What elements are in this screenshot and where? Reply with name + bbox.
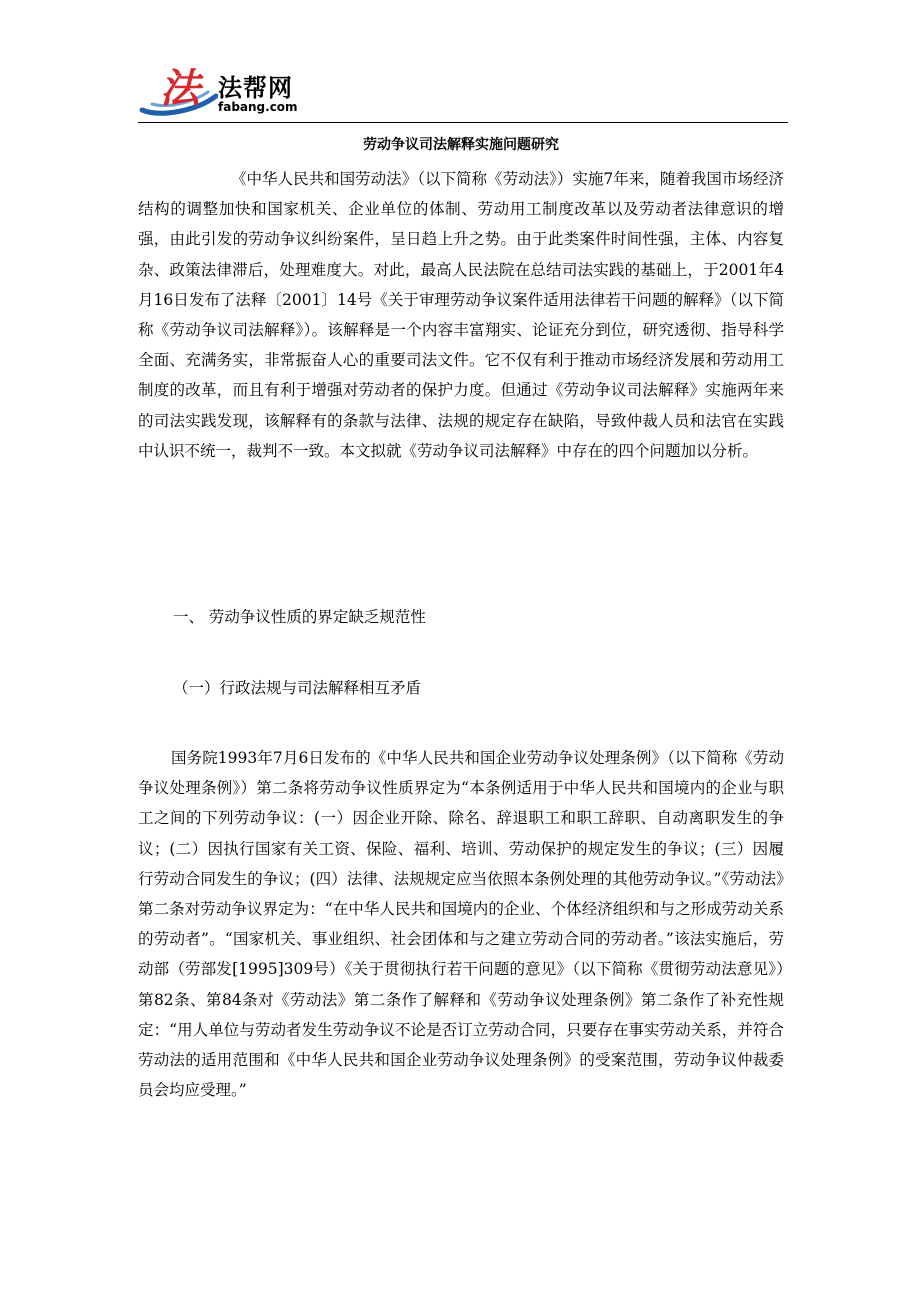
logo-glyph: 法	[160, 65, 200, 112]
body-paragraph: 国务院1993年7月6日发布的《中华人民共和国企业劳动争议处理条例》（以下简称《劳动争议处理条例》）第二条将劳动争议性质界定为“本条例适用于中华人民共和国境内的企业与职工之间的下列劳动争议：(一）因企业开除、除名、辞退职工和职工辞职、自动离职发生的争议；(二）因执行国家有关工资、保险、福利、培训、劳动保护的规定发生的争议；(三）因履行劳动合同发生的争议；(四）法律、法规规定应当依照本条例处理的其他劳动争议。”《劳动法》第二条对劳动争议界定为：“在中华人民共和国境内的企业、个体经济组织和与之形成劳动关系的劳动者”。“国家机关、事业组织、社会团体和与之建立劳动合同的劳动者。”该法实施后，劳动部（劳部发[1995]309号）《关于贯彻执行若干问题的意见》（以下简称《贯彻劳动法意见》）第82条、第84条对《劳动法》第二条作了解释和《劳动争议处理条例》第二条作了补充性规定：“用人单位与劳动者发生劳动争议不论是否订立劳动合同，只要存在事实劳动关系，并符合劳动法的适用范围和《中华人民共和国企业劳动争议处理条例》的受案范围，劳动争议仲裁委员会均应受理。”	[138, 749, 784, 1100]
site-domain: fabang.com	[218, 100, 298, 114]
fabang-logo-icon	[138, 58, 218, 122]
site-name: 法帮网	[218, 74, 293, 102]
page-header	[138, 58, 788, 123]
intro-paragraph: 《中华人民共和国劳动法》（以下简称《劳动法》）实施7年来，随着我国市场经济结构的调整加快和国家机关、企业单位的体制、劳动用工制度改革以及劳动者法律意识的增强，由此引发的劳动争议纠纷案件，呈日趋上升之势。由于此类案件时间性强，主体、内容复杂、政策法律滞后，处理难度大。对此，最高人民法院在总结司法实践的基础上，于2001年4月16日发布了法释〔2001〕14号《关于审理劳动争议案件适用法律若干问题的解释》（以下简称《劳动争议司法解释》）。该解释是一个内容丰富翔实、论证充分到位，研究透彻、指导科学全面、充满务实，非常振奋人心的重要司法文件。它不仅有利于推动市场经济发展和劳动用工制度的改革，而且有利于增强对劳动者的保护力度。但通过《劳动争议司法解释》实施两年来的司法实践发现，该解释有的条款与法律、法规的规定存在缺陷，导致仲裁人员和法官在实践中认识不统一，裁判不一致。本文拟就《劳动争议司法解释》中存在的四个问题加以分析。	[138, 170, 784, 460]
subsection-heading: （一）行政法规与司法解释相互矛盾	[173, 679, 422, 697]
document-title: 劳动争议司法解释实施问题研究	[363, 137, 559, 153]
section-heading: 一、 劳动争议性质的界定缺乏规范性	[173, 608, 426, 626]
